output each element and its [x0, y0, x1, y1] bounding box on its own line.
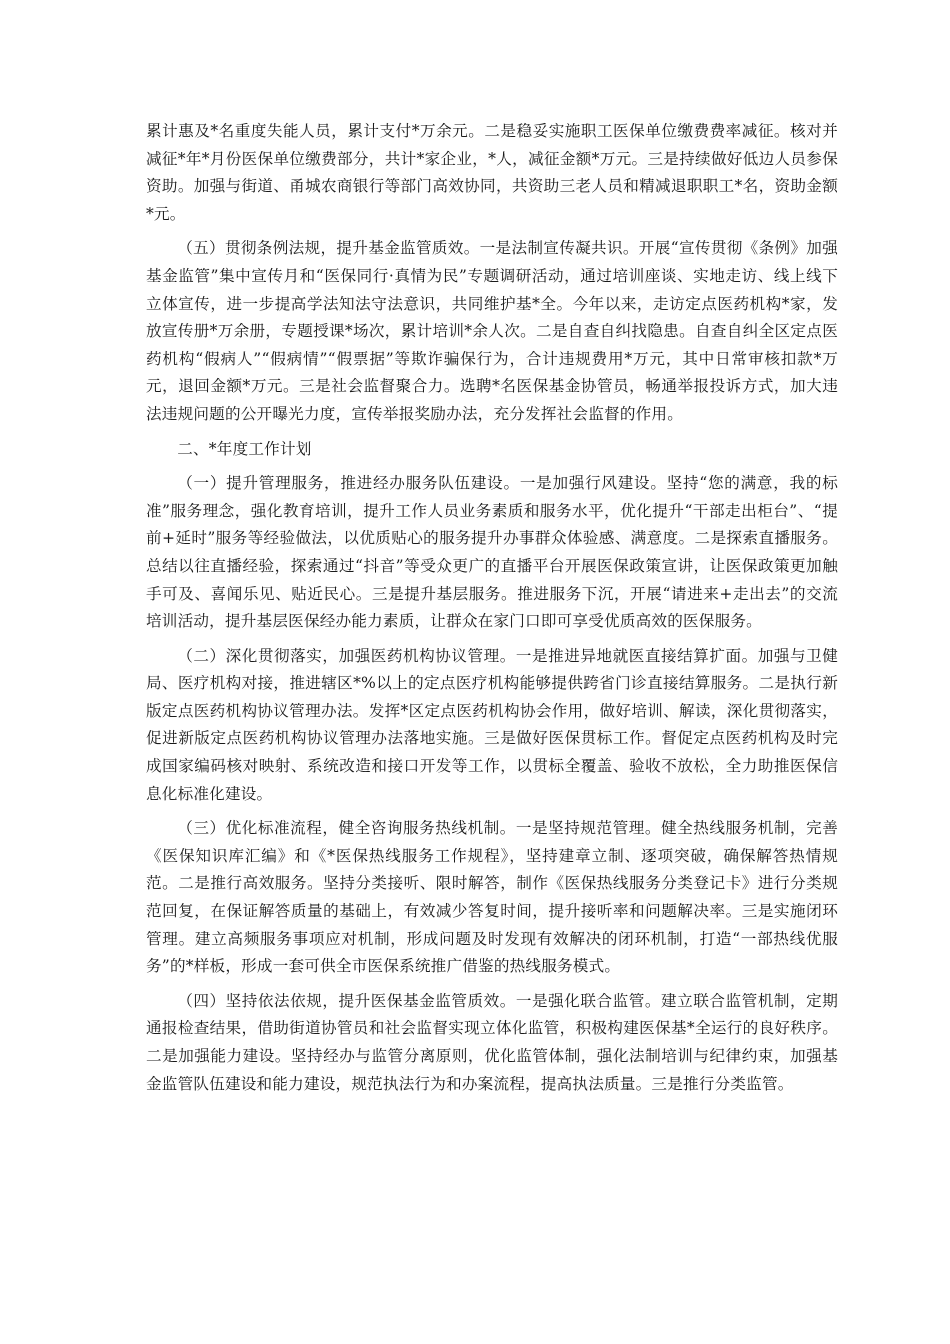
paragraph-plan-3: （三）优化标准流程，健全咨询服务热线机制。一是坚持规范管理。健全热线服务机制，完善《医保知识库汇编》和《*医保热线服务工作规程》，坚持建章立制、逐项突破，确保解答热情规范。二是推行高效服务。坚持分类接听、限时解答，制作《医保热线服务分类登记卡》进行分类规范回复，在保证解答质量的基础上，有效减少答复时间，提升接听率和问题解决率。三是实施闭环管理。建立高频服务事项应对机制，形成问题及时发现有效解决的闭环机制，打造“一部热线优服务”的*样板，形成一套可供全市医保系统推广借鉴的热线服务模式。 — [146, 819, 838, 976]
paragraph-plan-2: （二）深化贯彻落实，加强医药机构协议管理。一是推进异地就医直接结算扩面。加强与卫健局、医疗机构对接，推进辖区*%以上的定点医疗机构能够提供跨省门诊直接结算服务。二是执行新版定点医药机构协议管理办法。发挥*区定点医药机构协会作用，做好培训、解读，深化贯彻落实，促进新版定点医药机构协议管理办法落地实施。三是做好医保贯标工作。督促定点医药机构及时完成国家编码核对映射、系统改造和接口开发等工作，以贯标全覆盖、验收不放松，全力助推医保信息化标准化建设。 — [146, 646, 838, 803]
paragraph-continuation: 累计惠及*名重度失能人员，累计支付*万余元。二是稳妥实施职工医保单位缴费费率减征。核对并减征*年*月份医保单位缴费部分，共计*家企业，*人，减征金额*万元。三是持续做好低边人员参保资助。加强与街道、甬城农商银行等部门高效协同，共资助三老人员和精减退职职工*名，资助金额*元。 — [146, 122, 838, 223]
paragraph-plan-1: （一）提升管理服务，推进经办服务队伍建设。一是加强行风建设。坚持“您的满意，我的标准”服务理念，强化教育培训，提升工作人员业务素质和服务水平，优化提升“干部走出柜台”、“提前+延时”服务等经验做法，以优质贴心的服务提升办事群众体验感、满意度。二是探索直播服务。总结以往直播经验，探索通过“抖音”等受众更广的直播平台开展医保政策宣讲，让医保政策更加触手可及、喜闻乐见、贴近民心。三是提升基层服务。推进服务下沉，开展“请进来+走出去”的交流培训活动，提升基层医保经办能力素质，让群众在家门口即可享受优质高效的医保服务。 — [146, 474, 838, 631]
paragraph-plan-4: （四）坚持依法依规，提升医保基金监管质效。一是强化联合监管。建立联合监管机制，定期通报检查结果，借助街道协管员和社会监督实现立体化监管，积极构建医保基*全运行的良好秩序。二是加强能力建设。坚持经办与监管分离原则，优化监管体制，强化法制培训与纪律约束，加强基金监管队伍建设和能力建设，规范执法行为和办案流程，提高执法质量。三是推行分类监管。 — [146, 991, 838, 1093]
document-body — [146, 118, 838, 1105]
section-heading-work-plan: 二、*年度工作计划 — [177, 439, 312, 458]
paragraph-section-5: （五）贯彻条例法规，提升基金监管质效。一是法制宣传凝共识。开展“宣传贯彻《条例》加强基金监管”集中宣传月和“医保同行·真情为民”专题调研活动，通过培训座谈、实地走访、线上线下立体宣传，进一步提高学法知法守法意识，共同维护基*全。今年以来，走访定点医药机构*家，发放宣传册*万余册，专题授课*场次，累计培训*余人次。二是自查自纠找隐患。自查自纠全区定点医药机构“假病人”“假病情”“假票据”等欺诈骗保行为，合计违规费用*万元，其中日常审核扣款*万元，退回金额*万元。三是社会监督聚合力。选聘*名医保基金协管员，畅通举报投诉方式，加大违法违规问题的公开曝光力度，宣传举报奖励办法，充分发挥社会监督的作用。 — [146, 239, 838, 423]
